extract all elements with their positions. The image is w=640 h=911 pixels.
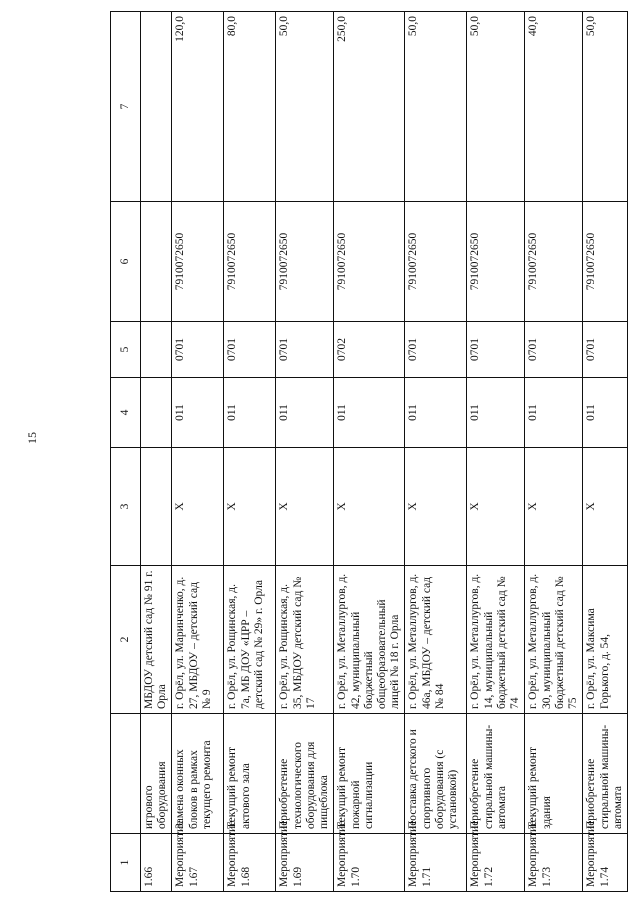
article-cell: 7910072650 [525, 202, 583, 322]
mark-cell: X [276, 448, 334, 566]
activity-cell: игрового оборудования [141, 714, 172, 834]
row-id-cell: Мероприятие 1.71 [405, 834, 467, 892]
section-cell: 0701 [172, 322, 224, 378]
row-id-cell: Мероприятие 1.70 [334, 834, 405, 892]
table-row [405, 12, 467, 892]
article-cell: 7910072650 [276, 202, 334, 322]
code-cell: 011 [334, 378, 405, 448]
table-row [224, 12, 276, 892]
table-row [583, 12, 628, 892]
header-col-2: 2 [111, 566, 141, 714]
row-id-cell: Мероприятие 1.68 [224, 834, 276, 892]
table-row [141, 12, 172, 892]
page-number: 15 [25, 432, 39, 444]
address-cell: г. Орёл, ул. Металлургов, д. 46а, МБДОУ – детский сад № 84 [405, 566, 467, 714]
row-id-cell: Мероприятие 1.74 [583, 834, 628, 892]
activity-cell: Замена оконных блоков в рамках текущего ремонта [172, 714, 224, 834]
activity-cell: Приобретение стиральной машины-автомата [583, 714, 628, 834]
document-sheet [110, 12, 624, 892]
amount-cell: 40,0 [525, 12, 583, 202]
header-col-1: 1 [111, 834, 141, 892]
mark-cell: X [405, 448, 467, 566]
article-cell: 7910072650 [583, 202, 628, 322]
table-row [525, 12, 583, 892]
address-cell: г. Орёл, ул. Маринченко, д. 27, МБДОУ – детский сад № 9 [172, 566, 224, 714]
table-row [334, 12, 405, 892]
address-cell: МБДОУ детский сад № 91 г. Орла [141, 566, 172, 714]
amount-cell: 250,0 [334, 12, 405, 202]
rotated-table-wrapper [110, 12, 624, 892]
code-cell: 011 [224, 378, 276, 448]
row-id-cell: 1.66 [141, 834, 172, 892]
article-cell: 7910072650 [405, 202, 467, 322]
code-cell [141, 378, 172, 448]
header-col-4: 4 [111, 378, 141, 448]
mark-cell: X [583, 448, 628, 566]
amount-cell: 120,0 [172, 12, 224, 202]
address-cell: г. Орёл, ул. Рощинская, д. 35, МБДОУ детский сад № 17 [276, 566, 334, 714]
mark-cell [141, 448, 172, 566]
table-row [276, 12, 334, 892]
address-cell: г. Орёл, ул. Металлургов, д. 30, муниципальный бюджетный детский сад № 75 [525, 566, 583, 714]
mark-cell: X [525, 448, 583, 566]
amount-cell: 50,0 [467, 12, 525, 202]
amount-cell: 50,0 [583, 12, 628, 202]
header-col-5: 5 [111, 322, 141, 378]
section-cell: 0701 [405, 322, 467, 378]
section-cell: 0701 [467, 322, 525, 378]
article-cell: 7910072650 [172, 202, 224, 322]
table-row [172, 12, 224, 892]
article-cell: 7910072650 [467, 202, 525, 322]
section-cell: 0701 [525, 322, 583, 378]
address-cell: г. Орёл, ул. Максима Горького, д. 54, [583, 566, 628, 714]
address-cell: г. Орёл, ул. Металлургов, д. 14, муниципальный бюджетный детский сад № 74 [467, 566, 525, 714]
section-cell: 0701 [583, 322, 628, 378]
code-cell: 011 [583, 378, 628, 448]
mark-cell: X [172, 448, 224, 566]
address-cell: г. Орёл, ул. Металлургов, д. 42, муниципальный бюджетный общеобразовательный лицей № 18 г. Орла [334, 566, 405, 714]
article-cell: 7910072650 [224, 202, 276, 322]
code-cell: 011 [276, 378, 334, 448]
table-row [467, 12, 525, 892]
row-id-cell: Мероприятие 1.67 [172, 834, 224, 892]
section-cell: 0701 [224, 322, 276, 378]
amount-cell: 50,0 [276, 12, 334, 202]
amount-cell [141, 12, 172, 202]
header-col-6: 6 [111, 202, 141, 322]
row-id-cell: Мероприятие 1.69 [276, 834, 334, 892]
code-cell: 011 [467, 378, 525, 448]
row-id-cell: Мероприятие 1.73 [525, 834, 583, 892]
row-id-cell: Мероприятие 1.72 [467, 834, 525, 892]
code-cell: 011 [172, 378, 224, 448]
code-cell: 011 [405, 378, 467, 448]
activity-cell: Приобретение стиральной машины-автомата [467, 714, 525, 834]
code-cell: 011 [525, 378, 583, 448]
header-col-7: 7 [111, 12, 141, 202]
activity-cell: Текущий ремонт пожарной сигнализации [334, 714, 405, 834]
activity-cell: Текущий ремонт актового зала [224, 714, 276, 834]
activity-cell: Поставка детского и спортивного оборудования (с установкой) [405, 714, 467, 834]
section-cell: 0701 [276, 322, 334, 378]
budget-table [110, 11, 628, 892]
header-col-empty [111, 714, 141, 834]
mark-cell: X [224, 448, 276, 566]
section-cell: 0702 [334, 322, 405, 378]
article-cell [141, 202, 172, 322]
amount-cell: 80,0 [224, 12, 276, 202]
activity-cell: Текущий ремонт здания [525, 714, 583, 834]
header-col-3: 3 [111, 448, 141, 566]
mark-cell: X [467, 448, 525, 566]
mark-cell: X [334, 448, 405, 566]
activity-cell: Приобретение технологического оборудования для пищеблока [276, 714, 334, 834]
article-cell: 7910072650 [334, 202, 405, 322]
amount-cell: 50,0 [405, 12, 467, 202]
address-cell: г. Орёл, ул. Рощинская, д. 7а, МБ ДОУ «ЦРР – детский сад № 29» г. Орла [224, 566, 276, 714]
section-cell [141, 322, 172, 378]
